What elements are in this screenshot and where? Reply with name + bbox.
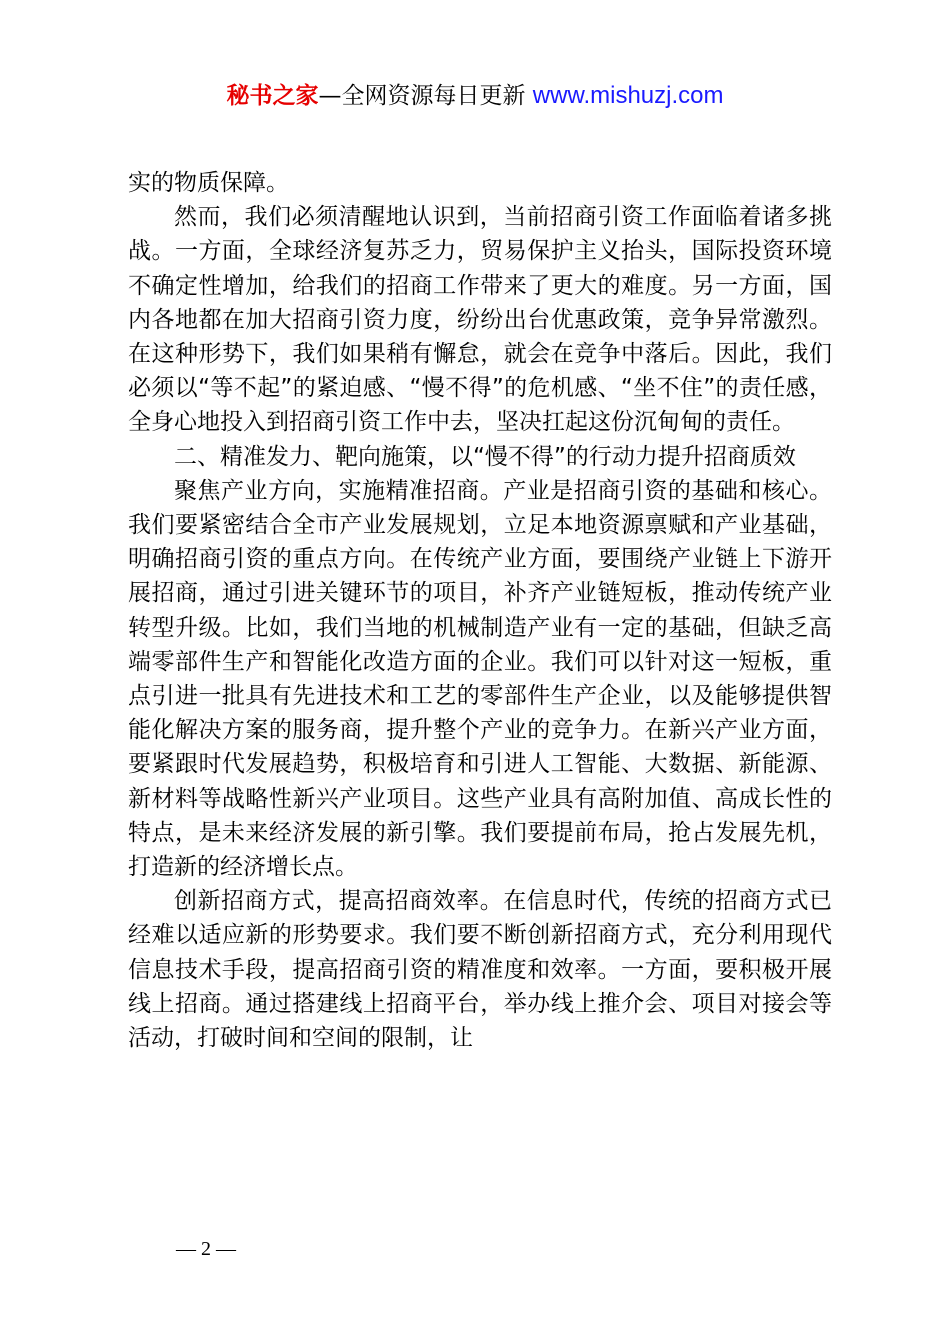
header-tagline: —全网资源每日更新 [318,83,533,109]
paragraph-challenges: 然而，我们必须清醒地认识到，当前招商引资工作面临着诸多挑战。一方面，全球经济复苏乏力，贸易保护主义抬头，国际投资环境不确定性增加，给我们的招商工作带来了更大的难度。另一方面，国内各地都在加大招商引资力度，纷纷出台优惠政策，竞争异常激烈。在这种形势下，我们如果稍有懈怠，就会在竞争中落后。因此，我们必须以“等不起”的紧迫感、“慢不得”的危机感、“坐不住”的责任感，全身心地投入到招商引资工作中去，坚决扛起这份沉甸甸的责任。 [128,204,832,436]
document-body [128,166,832,1055]
section-heading: 二、精准发力、靶向施策，以“慢不得”的行动力提升招商质效 [174,443,796,470]
brand-name: 秘书之家 [226,83,319,109]
paragraph-industry-focus: 聚焦产业方向，实施精准招商。产业是招商引资的基础和核心。我们要紧密结合全市产业发展规划，立足本地资源禀赋和产业基础，明确招商引资的重点方向。在传统产业方面，要围绕产业链上下游开展招商，通过引进关键环节的项目，补齐产业链短板，推动传统产业转型升级。比如，我们当地的机械制造产业有一定的基础，但缺乏高端零部件生产和智能化改造方面的企业。我们可以针对这一短板，重点引进一批具有先进技术和工艺的零部件生产企业，以及能够提供智能化解决方案的服务商，提升整个产业的竞争力。在新兴产业方面，要紧跟时代发展趋势，积极培育和引进人工智能、大数据、新能源、新材料等战略性新兴产业项目。这些产业具有高附加值、高成长性的特点，是未来经济发展的新引擎。我们要提前布局，抢占发展先机，打造新的经济增长点。 [128,477,832,881]
page-number: — 2 — [176,1238,236,1260]
page-header [0,80,950,112]
paragraph-continuation: 实的物质保障。 [128,170,289,196]
header-site-link[interactable]: www.mishuzj.com [532,82,724,109]
paragraph-innovation: 创新招商方式，提高招商效率。在信息时代，传统的招商方式已经难以适应新的形势要求。我们要不断创新招商方式，充分利用现代信息技术手段，提高招商引资的精准度和效率。一方面，要积极开展线上招商。通过搭建线上招商平台，举办线上推介会、项目对接会等活动，打破时间和空间的限制，让 [128,888,832,1052]
